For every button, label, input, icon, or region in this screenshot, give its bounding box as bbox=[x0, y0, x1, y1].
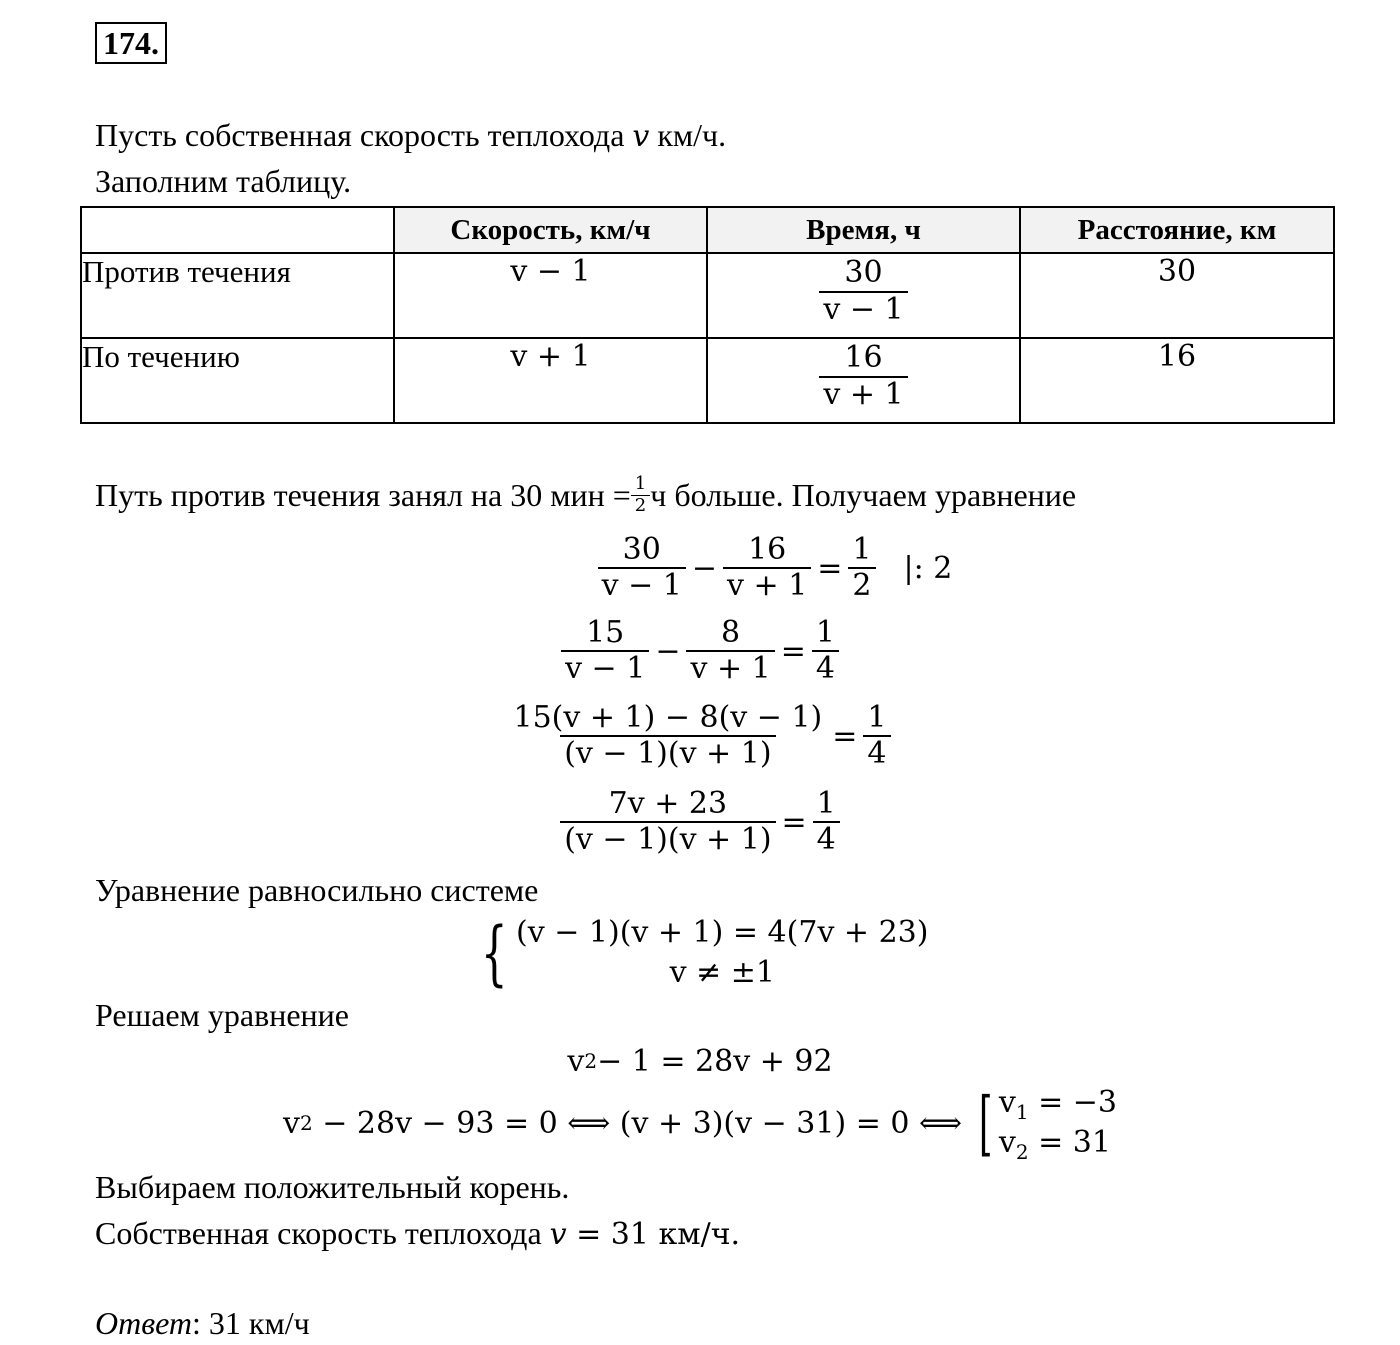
root2-variable: v bbox=[998, 1125, 1016, 1160]
eq2-a-denominator: v − 1 bbox=[561, 650, 649, 687]
eq3-equals: = bbox=[832, 718, 858, 754]
table-row bbox=[81, 253, 1334, 338]
eq4-r-denominator: 4 bbox=[813, 821, 840, 858]
eq2-equals: = bbox=[780, 633, 806, 669]
intro-variable: v bbox=[632, 119, 650, 154]
intro-unit: км/ч. bbox=[649, 117, 727, 153]
row-speed: v − 1 bbox=[394, 253, 707, 338]
root2-index: 2 bbox=[1015, 1140, 1029, 1164]
eq2-a-numerator: 15 bbox=[586, 614, 625, 650]
eq4-r-numerator: 1 bbox=[816, 785, 836, 821]
row-distance: 30 bbox=[1020, 253, 1334, 338]
eq2-fraction-a bbox=[561, 616, 649, 687]
root1-value: = −3 bbox=[1028, 1085, 1117, 1120]
eq4-equals: = bbox=[781, 804, 807, 840]
eq4-fraction bbox=[560, 787, 775, 858]
system-line-1: (v − 1)(v + 1) = 4(7v + 23) bbox=[516, 915, 929, 950]
eq4-fraction-result bbox=[813, 787, 840, 858]
table-header-distance: Расстояние, км bbox=[1020, 207, 1334, 253]
root1-variable: v bbox=[998, 1085, 1016, 1120]
half-fraction bbox=[631, 474, 650, 516]
half-numerator: 1 bbox=[634, 472, 647, 494]
equation-2 bbox=[0, 610, 1400, 692]
time-denominator: v + 1 bbox=[819, 376, 907, 413]
table-header-row bbox=[81, 207, 1334, 253]
eq1-b-numerator: 16 bbox=[748, 531, 787, 567]
table-header-time: Время, ч bbox=[707, 207, 1020, 253]
row-speed: v + 1 bbox=[394, 338, 707, 423]
result-variable: v bbox=[549, 1217, 567, 1252]
eq2-minus: − bbox=[655, 633, 681, 669]
table-row bbox=[81, 338, 1334, 423]
eq2-b-numerator: 8 bbox=[721, 614, 741, 650]
equation-6: v 2 − 28v − 93 = 0 ⟺ (v + 3)(v − 31) = 0 ⟺ [ $v_1 = -3$ $v_2 = 31$ bbox=[283, 1081, 1117, 1164]
eq1-fraction-result bbox=[848, 533, 875, 604]
intro-text: Пусть собственная скорость теплохода bbox=[95, 117, 633, 153]
eq3-denominator: (v − 1)(v + 1) bbox=[560, 735, 775, 772]
half-denominator: 2 bbox=[631, 495, 650, 517]
row-distance: 16 bbox=[1020, 338, 1334, 423]
time-denominator: v − 1 bbox=[819, 291, 907, 328]
answer-label: Ответ bbox=[95, 1305, 192, 1341]
system-line-2: v ≠ ±1 bbox=[669, 955, 775, 990]
eq3-fraction-result bbox=[863, 701, 890, 772]
eq1-b-denominator: v + 1 bbox=[723, 567, 811, 604]
eq2-r-numerator: 1 bbox=[815, 614, 835, 650]
eq2-fraction-b bbox=[686, 616, 774, 687]
eq1-equals: = bbox=[817, 550, 843, 586]
eq5-rest: − 1 = 28v + 92 bbox=[597, 1043, 833, 1079]
eq2-b-denominator: v + 1 bbox=[686, 650, 774, 687]
eq3-fraction bbox=[509, 701, 826, 772]
eq1-r-denominator: 2 bbox=[848, 567, 875, 604]
intro-line-1 bbox=[95, 115, 726, 157]
data-table bbox=[80, 206, 1335, 424]
row-time bbox=[707, 338, 1020, 423]
square-bracket-icon: [ bbox=[978, 1081, 993, 1164]
result-text: Собственная скорость теплохода bbox=[95, 1215, 550, 1251]
eq1-fraction-b bbox=[723, 533, 811, 604]
row-label: Против течения bbox=[81, 253, 394, 338]
row-time bbox=[707, 253, 1020, 338]
eq6-variable: v bbox=[283, 1105, 300, 1141]
choose-root-text: Выбираем положительный корень. bbox=[95, 1169, 570, 1205]
eq1-a-numerator: 30 bbox=[622, 531, 661, 567]
equation-5: v 2 − 1 = 28v + 92 bbox=[567, 1043, 833, 1079]
condition-line bbox=[95, 470, 1076, 520]
equation-4 bbox=[0, 781, 1400, 863]
system-lines bbox=[516, 913, 928, 993]
roots-lines bbox=[999, 1083, 1117, 1163]
time-fraction bbox=[819, 341, 907, 412]
eq1-minus: − bbox=[691, 550, 718, 586]
eq1-note: |: 2 bbox=[903, 550, 953, 586]
root-1 bbox=[999, 1083, 1117, 1123]
system-intro: Уравнение равносильно системе bbox=[95, 872, 539, 908]
root-2 bbox=[999, 1123, 1117, 1163]
answer-value: : 31 км/ч bbox=[192, 1305, 310, 1341]
eq1-a-denominator: v − 1 bbox=[598, 567, 686, 604]
equation-1 bbox=[0, 527, 1400, 609]
table-header-speed: Скорость, км/ч bbox=[394, 207, 707, 253]
intro-line-2: Заполним таблицу. bbox=[95, 163, 352, 199]
time-numerator: 30 bbox=[844, 255, 883, 290]
condition-text-after: ч больше. Получаем уравнение bbox=[650, 477, 1077, 513]
row-label: По течению bbox=[81, 338, 394, 423]
time-numerator: 16 bbox=[844, 340, 883, 375]
table-header-blank bbox=[81, 207, 394, 253]
result-value: = 31 км/ч. bbox=[566, 1217, 741, 1252]
eq3-numerator: 15(v + 1) − 8(v − 1) bbox=[513, 699, 823, 735]
curly-brace-icon: { bbox=[480, 911, 508, 994]
eq4-denominator: (v − 1)(v + 1) bbox=[560, 821, 775, 858]
system-brace-group bbox=[472, 913, 929, 993]
eq2-r-denominator: 4 bbox=[812, 650, 839, 687]
eq2-fraction-result bbox=[812, 616, 839, 687]
eq3-r-numerator: 1 bbox=[867, 699, 887, 735]
root2-value: = 31 bbox=[1028, 1125, 1111, 1160]
equation-3 bbox=[0, 695, 1400, 777]
problem-number: 174. bbox=[95, 22, 167, 64]
roots-group bbox=[972, 1083, 1117, 1163]
root1-index: 1 bbox=[1015, 1100, 1029, 1124]
condition-text-before: Путь против течения занял на 30 мин = bbox=[95, 477, 631, 513]
eq1-r-numerator: 1 bbox=[852, 531, 872, 567]
answer-line bbox=[95, 1303, 310, 1343]
eq6-rest: − 28v − 93 = 0 ⟺ (v + 3)(v − 31) = 0 ⟺ bbox=[312, 1105, 972, 1141]
result-line bbox=[95, 1213, 740, 1255]
eq5-variable: v bbox=[567, 1043, 585, 1079]
time-fraction bbox=[819, 256, 907, 327]
equation-system bbox=[0, 912, 1400, 994]
eq4-numerator: 7v + 23 bbox=[608, 785, 728, 821]
eq3-r-denominator: 4 bbox=[863, 735, 890, 772]
solve-intro: Решаем уравнение bbox=[95, 997, 349, 1033]
eq1-fraction-a bbox=[598, 533, 686, 604]
